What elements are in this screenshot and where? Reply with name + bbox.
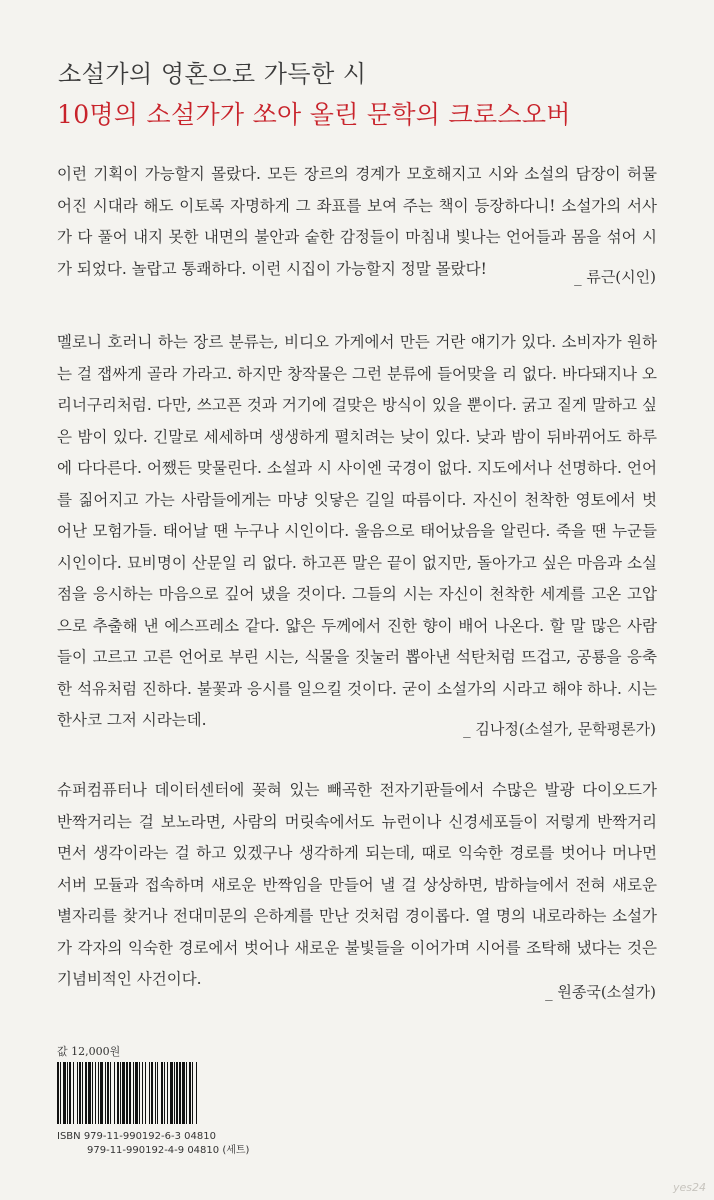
blurb-kim-najeong xyxy=(57,327,657,737)
blurb-line: 이런 기획이 가능할지 몰랐다. 모든 장르의 경계가 모호해지고 시와 소설의 담장이 허물 xyxy=(57,165,657,183)
blurb-won-jongguk xyxy=(57,775,657,996)
blurb-line: 점을 응시하는 마음으로 깊어 냈을 것이다. 그들의 시는 자신이 천착한 세계를 고온 고압 xyxy=(57,585,657,603)
blurb-line: 어진 시대라 해도 이토록 자명하게 그 좌표를 보여 주는 책이 등장하다니! 소설가의 서사 xyxy=(57,196,657,215)
watermark-logo: yes24 xyxy=(672,1181,706,1194)
blurb-line: 별자리를 찾거나 전대미문의 은하계를 만난 것처럼 경이롭다. 열 명의 내로라하는 소설가 xyxy=(57,907,657,925)
barcode-image xyxy=(57,1062,243,1124)
blurb-line: 기념비적인 사건이다. xyxy=(57,970,202,988)
price-label: 값 12,000원 xyxy=(57,1045,121,1058)
blurb-line: 한 석유처럼 진하다. 불꽃과 응시를 일으킬 것이다. 굳이 소설가의 시라고 해야 하나. 시는 xyxy=(57,679,657,698)
blurb-credit: _ 김나정(소설가, 문학평론가) xyxy=(463,720,656,738)
blurb-line: 가 되었다. 놀랍고 통쾌하다. 이런 시집이 가능할지 정말 몰랐다! xyxy=(57,259,487,278)
blurb-line: 어난 모험가들. 태어날 땐 누구나 시인이다. 울음으로 태어났음을 알린다. 죽을 땐 누군들 xyxy=(57,522,657,540)
blurb-line: 은 밤이 있다. 긴말로 세세하며 생생하게 펼치려는 낮이 있다. 낮과 밤이 뒤바뀌어도 하루 xyxy=(57,427,657,446)
isbn-set-line: 979-11-990192-4-9 04810 (세트) xyxy=(87,1145,250,1156)
isbn-line: ISBN 979-11-990192-6-3 04810 xyxy=(57,1131,216,1142)
blurb-line: 는 걸 잽싸게 골라 가라고. 하지만 창작물은 그런 분류에 들어맞을 리 없다. 바다돼지나 오 xyxy=(57,364,657,383)
blurb-credit: _ 원종국(소설가) xyxy=(545,983,656,1001)
blurb-line: 서버 모듈과 접속하며 새로운 반짝임을 만들어 낼 걸 상상하면, 밤하늘에서 전혀 새로운 xyxy=(57,875,657,894)
blurb-line: 반짝거리는 걸 보노라면, 사람의 머릿속에서도 뉴런이나 신경세포들이 저렇게 반짝거리 xyxy=(57,812,657,831)
cover-headline: 소설가의 영혼으로 가득한 시 xyxy=(58,60,367,88)
blurb-line: 시인이다. 묘비명이 산문일 리 없다. 하고픈 말은 끝이 없지만, 돌아가고 싶은 마음과 소실 xyxy=(57,553,657,572)
blurb-credit: _ 류근(시인) xyxy=(574,268,656,286)
blurb-line: 들이 고르고 고른 언어로 부린 시는, 식물을 짓눌러 뽑아낸 석탄처럼 뜨겁고, 공룡을 응축 xyxy=(57,648,657,666)
blurb-line: 에 다다른다. 어쨌든 맞물린다. 소설과 시 사이엔 국경이 없다. 지도에서나 선명하다. 언어 xyxy=(57,459,657,477)
blurb-line: 슈퍼컴퓨터나 데이터센터에 꽂혀 있는 빼곡한 전자기판들에서 수많은 발광 다이오드가 xyxy=(57,781,657,799)
blurb-line: 한사코 그저 시라는데. xyxy=(57,711,207,729)
blurb-line: 면서 생각이라는 걸 하고 있겠구나 생각하게 되는데, 때로 익숙한 경로를 벗어나 머나먼 xyxy=(57,844,657,862)
blurb-line: 를 짊어지고 가는 사람들에게는 마냥 잇닿은 길일 따름이다. 자신이 천착한 영토에서 벗 xyxy=(57,490,657,509)
cover-subhead: 10명의 소설가가 쏘아 올린 문학의 크로스오버 xyxy=(57,100,571,129)
blurb-line: 가 각자의 익숙한 경로에서 벗어나 새로운 불빛들을 이어가며 시어를 조탁해 냈다는 것은 xyxy=(57,938,657,957)
blurb-ryu-geun xyxy=(57,159,657,285)
isbn-block xyxy=(57,1130,249,1158)
blurb-line: 리너구리처럼. 다만, 쓰고픈 것과 거기에 걸맞은 방식이 있을 뿐이다. 굵고 짙게 말하고 싶 xyxy=(57,396,657,414)
blurb-line: 가 다 풀어 내지 못한 내면의 불안과 숱한 감정들이 마침내 빛나는 언어들과 몸을 섞어 시 xyxy=(57,228,657,246)
blurb-line: 으로 추출해 낸 에스프레소 같다. 얇은 두께에서 진한 향이 배어 나온다. 할 말 많은 사람 xyxy=(57,616,657,635)
blurb-line: 멜로니 호러니 하는 장르 분류는, 비디오 가게에서 만든 거란 얘기가 있다. 소비자가 원하 xyxy=(57,333,657,351)
